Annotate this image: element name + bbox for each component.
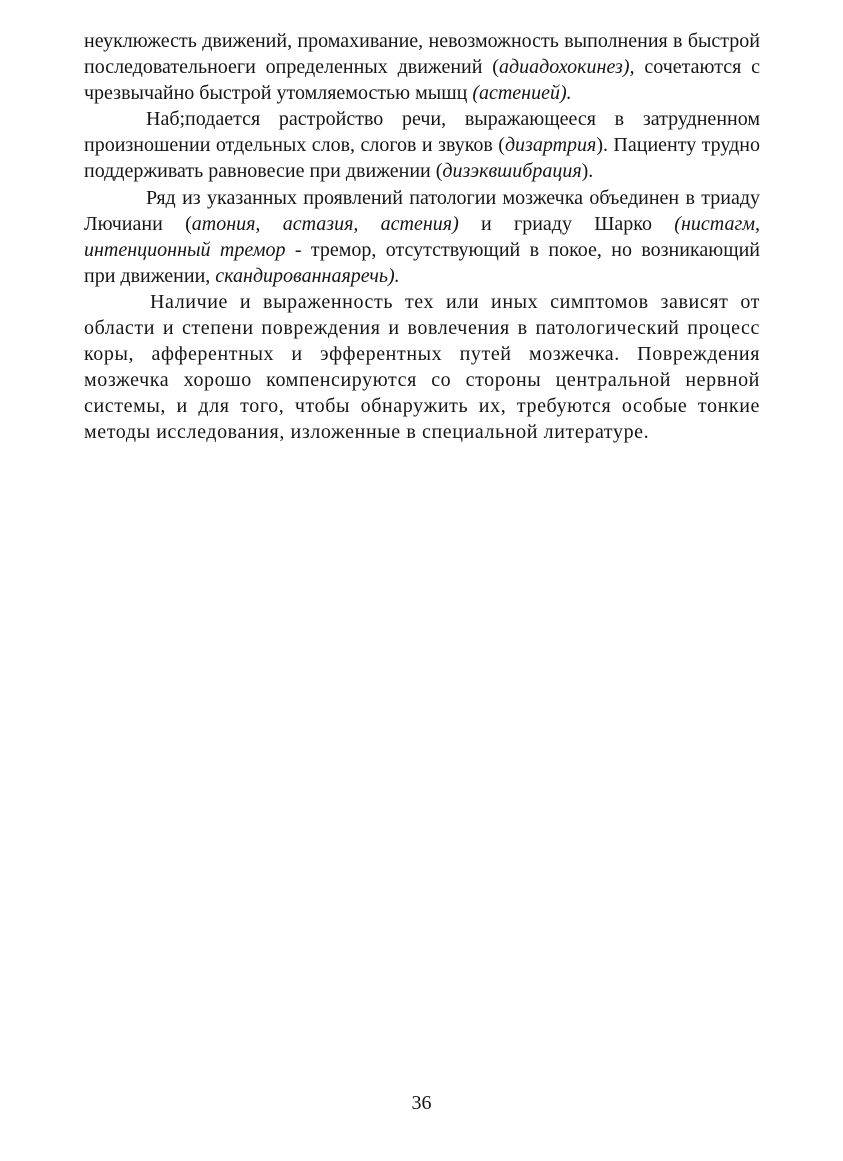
term-asthenia: (астенией). bbox=[472, 82, 572, 105]
term-scanned-speech: скандированнаяречь). bbox=[215, 264, 400, 287]
term-adiadochokinesis: адиадохокинез), bbox=[498, 56, 635, 79]
paragraph-3-text: Ряд из указанных проявлений патологии мозжечка объединен в триаду Лючиани ( bbox=[84, 186, 760, 235]
paragraph-2-text: Наб;подается растройство речи, выражающееся в затрудненном произношении отдельных слов, слогов и звуков ( bbox=[84, 108, 760, 157]
page-number: 36 bbox=[411, 1092, 432, 1114]
paragraph-1-text-2: сочетаются с чрезвычайно быстрой утомляемостью мышц bbox=[84, 56, 760, 105]
term-luciani-triad: атония, астазия, астения) bbox=[191, 212, 459, 235]
paragraph-4 bbox=[84, 289, 760, 446]
paragraph-4-text: Наличие и выраженность тех или иных симптомов зависят от области и степени повреждения и вовлечения в патологический процесс коры, афферентных и эфферентных путей мозжечка. Повреждения мозжечка хорошо компенсируются со стороны центральной нервной системы, и для того, чтобы обнаружить их, требуются особые тонкие методы исследования, изложенные в специальной литературе. bbox=[84, 290, 760, 444]
paragraph-2-text-3: ). bbox=[581, 160, 594, 183]
term-charcot-triad: (нистагм, интенционный тремор bbox=[84, 212, 761, 261]
paragraph-2 bbox=[84, 106, 760, 184]
body-text bbox=[84, 28, 760, 446]
paragraph-1-text: неуклюжесть движений, промахивание, невозможность выполнения в быстрой последовательноеги определенных движений ( bbox=[84, 30, 760, 79]
paragraph-3 bbox=[84, 185, 760, 289]
paragraph-2-text-2: ). Пациенту трудно поддерживать равновесие при движении ( bbox=[84, 134, 760, 183]
term-dysarthria: дизартрия bbox=[504, 134, 597, 157]
term-dysequilibrium: дизэквшибрация bbox=[442, 160, 582, 183]
paragraph-3-text-3: - тремор, отсутствующий в покое, но возникающий при движении, bbox=[84, 238, 761, 287]
paragraph-3-text-2: и гриаду Шарко bbox=[458, 212, 675, 235]
paragraph-1 bbox=[84, 28, 760, 106]
